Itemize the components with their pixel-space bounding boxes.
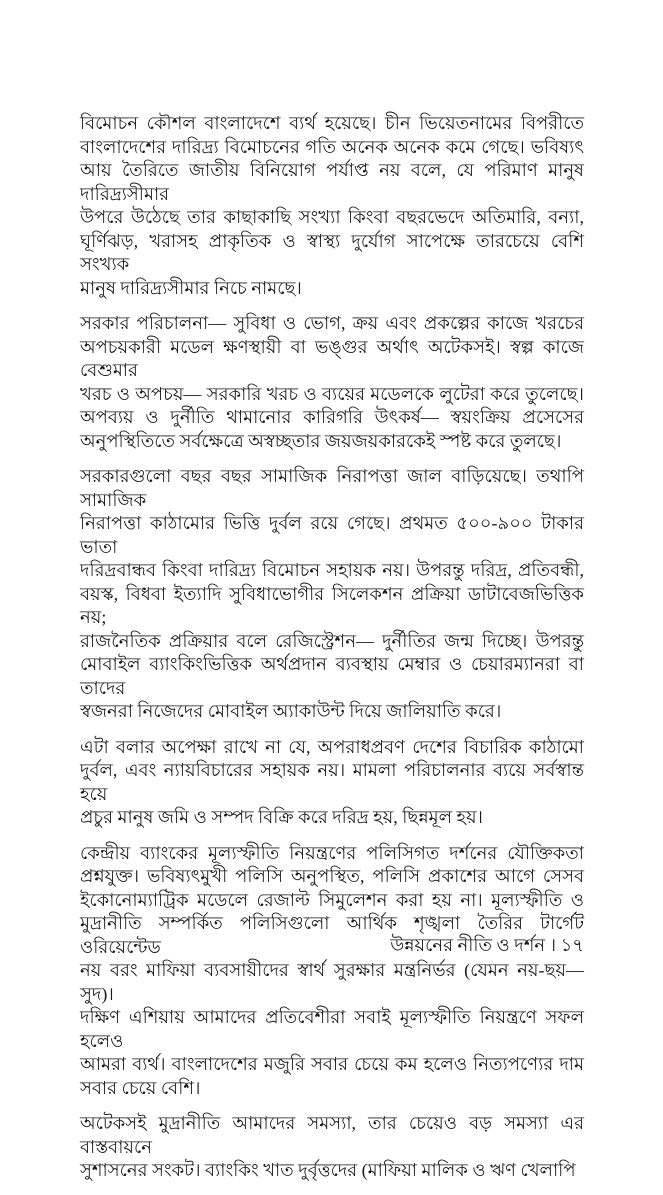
text-line: মোবাইল ব্যাংকিংভিত্তিক অর্থপ্রদান ব্যবস্থায় মেম্বার ও চেয়ারম্যানরা বা তাদের [80,654,584,698]
paragraphs [80,112,584,1183]
text-line: ইকোনোম্যাট্রিক মডেলে রেজাল্ট সিমুলেশন করা হয় না। মূল্যস্ফীতি ও [80,889,584,910]
paragraph [80,112,584,300]
text-line: নিরাপত্তা কাঠামোর ভিত্তি দুর্বল রয়ে গেছে। প্রথমত ৫০০-৯০০ টাকার ভাতা [80,513,584,557]
text-line: স্বজনরা নিজেদের মোবাইল অ্যাকাউন্ট দিয়ে জালিয়াতি করে। [80,701,502,721]
text-line: অপব্যয় ও দুর্নীতি থামানোর কারিগরি উৎকর্ষ— স্বয়ংক্রিয় প্রসেসের [80,407,584,427]
text-line: মুদ্রানীতি সম্পর্কিত পলিসিগুলো আর্থিক শৃঙ্খলা তৈরির টার্গেট ওরিয়েন্টেড [80,913,584,957]
text-line: নয় বরং মাফিয়া ব্যবসায়ীদের স্বার্থ সুরক্ষার মন্ত্রনির্ভর (যেমন নয়-ছয়— সুদ)। [80,960,584,1004]
text-line: অপচয়কারী মডেল ক্ষণস্থায়ী বা ভঙ্গুর অর্থাৎ অটেকসই। স্বল্প কাজে বেশুমার [80,336,584,380]
page-footer [80,933,584,957]
page-number: ১৭ [560,935,584,955]
text-line: সরকার পরিচালনা— সুবিধা ও ভোগ, ক্রয় এবং প্রকল্পের কাজে খরচের [80,313,584,333]
paragraph [80,312,584,453]
text-line: সরকারগুলো বছর বছর সামাজিক নিরাপত্তা জাল বাড়িয়েছে। তথাপি সামাজিক [80,466,584,510]
paragraph [80,842,584,1101]
text-line: প্রচুর মানুষ জমি ও সম্পদ বিক্রি করে দরিদ্র হয়, ছিন্নমূল হয়। [80,807,483,827]
text-line: মানুষ দারিদ্র্যসীমার নিচে নামছে। [80,277,302,298]
text-line: সবার চেয়ে বেশি। [80,1077,201,1098]
paragraph [80,465,584,724]
paragraph [80,1112,584,1183]
footer-separator: । [545,935,561,955]
text-line: রাজনৈতিক প্রক্রিয়ার বলে রেজিস্ট্রেশন— দুর্নীতির জন্ম দিচ্ছে। উপরন্তু [80,630,584,651]
text-line: আমরা ব্যর্থ। বাংলাদেশের মজুরি সবার চেয়ে কম হলেও নিত্যপণ্যের দাম [80,1054,584,1074]
text-line: প্রশ্নযুক্ত। ভবিষ্যৎমুখী পলিসি অনুপস্থিত, পলিসি প্রকাশের আগে সেসব [80,866,584,886]
text-line: বিমোচন কৌশল বাংলাদেশে ব্যর্থ হয়েছে। চীন ভিয়েতনামের বিপরীতে [80,113,584,133]
text-line: উপরে উঠেছে তার কাছাকাছি সংখ্যা কিংবা বছরভেদে অতিমারি, বন্যা, [80,207,584,227]
text-line: কেন্দ্রীয় ব্যাংকের মূল্যস্ফীতি নিয়ন্ত্রণের পলিসিগত দর্শনের যৌক্তিকতা [80,842,584,863]
text-line: এটা বলার অপেক্ষা রাখে না যে, অপরাধপ্রবণ দেশের বিচারিক কাঠামো [80,736,584,757]
text-line: অটেকসই মুদ্রানীতি আমাদের সমস্যা, তার চেয়েও বড় সমস্যা এর বাস্তবায়নে [80,1113,584,1157]
text-line: দুর্বল, এবং ন্যায়বিচারের সহায়ক নয়। মামলা পরিচালনার ব্যয়ে সর্বস্বান্ত হয়ে [80,760,584,804]
page-content [80,112,584,1195]
book-title: উন্নয়নের নীতি ও দর্শন [390,935,546,955]
text-line: অনুপস্থিতিতে সর্বক্ষেত্রে অস্বচ্ছতার জয়জয়কারকেই স্পষ্ট করে তুলছে। [80,430,562,451]
text-line: বয়স্ক, বিধবা ইত্যাদি সুবিধাভোগীর সিলেকশন প্রক্রিয়া ডাটাবেজভিত্তিক নয়; [80,583,584,627]
text-line: দক্ষিণ এশিয়ায় আমাদের প্রতিবেশীরা সবাই মূল্যস্ফীতি নিয়ন্ত্রণে সফল হলেও [80,1007,584,1051]
text-line: দরিদ্রবান্ধব কিংবা দারিদ্র্য বিমোচন সহায়ক নয়। উপরন্তু দরিদ্র, প্রতিবন্ধী, [80,560,584,580]
paragraph [80,736,584,830]
text-line: ঘূর্ণিঝড়, খরাসহ প্রাকৃতিক ও স্বাস্থ্য দুর্যোগ সাপেক্ষে তারচেয়ে বেশি সংখ্যক [80,230,584,274]
text-line: বাংলাদেশের দারিদ্র্য বিমোচনের গতি অনেক অনেক কমে গেছে। ভবিষ্যৎ [80,136,584,157]
text-line: সুশাসনের সংকট। ব্যাংকিং খাত দুর্বৃত্তদের (মাফিয়া মালিক ও ঋণ খেলাপি [80,1160,576,1180]
text-line: আয় তৈরিতে জাতীয় বিনিয়োগ পর্যাপ্ত নয় বলে, যে পরিমাণ মানুষ দারিদ্র্যসীমার [80,160,584,204]
text-line: খরচ ও অপচয়— সরকারি খরচ ও ব্যয়ের মডেলকে লুটেরা করে তুলেছে। [80,383,584,404]
